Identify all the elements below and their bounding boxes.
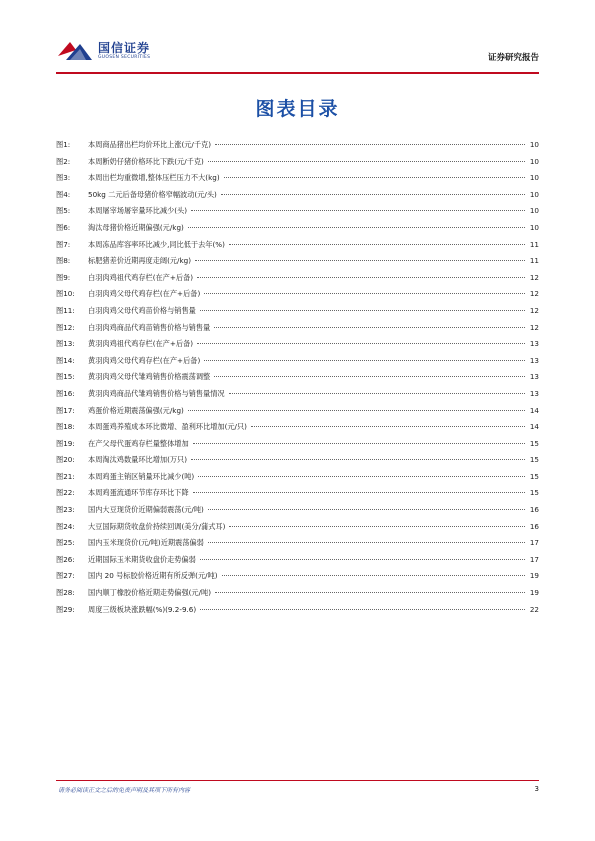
toc-entry-page: 12 (529, 272, 539, 282)
toc-entry-page: 15 (529, 455, 539, 465)
toc-entry-page: 13 (529, 388, 539, 398)
toc-entry[interactable] (56, 505, 539, 522)
toc-entry[interactable] (56, 555, 539, 572)
toc-entry[interactable] (56, 522, 539, 539)
toc-entry-title: 鸡蛋价格近期震荡偏强(元/kg) (88, 405, 184, 415)
toc-leader-dots (197, 277, 525, 278)
toc-entry-page: 13 (529, 355, 539, 365)
toc-entry-page: 16 (529, 521, 539, 531)
toc-entry[interactable] (56, 538, 539, 555)
toc-leader-dots (215, 592, 525, 593)
toc-entry[interactable] (56, 455, 539, 472)
toc-entry-page: 10 (529, 140, 539, 149)
toc-entry[interactable] (56, 240, 539, 257)
toc-entry-page: 22 (529, 604, 539, 614)
toc-leader-dots (208, 509, 525, 510)
toc-entry-title: 标肥猪差价近期再度走阔(元/kg) (88, 256, 192, 266)
logo-chinese-name: 国信证券 (98, 40, 151, 55)
toc-entry-title: 淘汰母猪价格近期偏强(元/kg) (88, 222, 184, 232)
toc-entry-title: 周度三级板块涨跌幅(%)(9.2-9.6) (88, 604, 197, 614)
toc-entry-page: 10 (529, 173, 539, 183)
report-type-label: 证券研究报告 (487, 53, 539, 63)
toc-entry-label: 图24: (56, 521, 75, 531)
toc-entry-page: 15 (529, 438, 539, 448)
toc-entry-label: 图14: (56, 355, 75, 365)
page-header (56, 38, 539, 74)
toc-entry-page: 12 (529, 289, 539, 299)
footer-divider (56, 780, 539, 781)
toc-leader-dots (191, 459, 525, 460)
toc-entry-label: 图16: (56, 388, 75, 398)
toc-leader-dots (229, 526, 525, 527)
toc-entry[interactable] (56, 571, 539, 588)
toc-entry-label: 图23: (56, 505, 75, 515)
disclaimer-note: 请务必阅读正文之后的免责声明及其项下所有内容 (58, 787, 191, 794)
header-divider (56, 72, 539, 74)
toc-entry-label: 图6: (56, 222, 71, 232)
toc-entry-label: 图21: (56, 471, 75, 481)
toc-entry-label: 图29: (56, 604, 75, 614)
toc-entry-page: 19 (529, 571, 539, 581)
toc-entry-page: 15 (529, 471, 539, 481)
toc-entry-title: 国内玉米现货价(元/吨)近期震荡偏弱 (88, 538, 204, 548)
toc-entry-title: 国内顺丁橡胶价格近期走势偏强(元/吨) (88, 588, 212, 598)
toc-entry-title: 国内 20 号标胶价格近期有所反弹(元/吨) (88, 571, 218, 581)
toc-leader-dots (229, 244, 525, 245)
toc-leader-dots (204, 360, 525, 361)
toc-entry-title: 本周屠宰场屠宰量环比减少(头) (88, 206, 188, 216)
toc-entry-page: 13 (529, 372, 539, 382)
toc-entry-label: 图3: (56, 173, 71, 183)
toc-entry-label: 图17: (56, 405, 75, 415)
toc-entry-title: 在产父母代蛋鸡存栏量整体增加 (88, 438, 189, 448)
toc-leader-dots (221, 194, 525, 195)
toc-entry-page: 14 (529, 405, 539, 415)
toc-leader-dots (195, 260, 525, 261)
toc-entry-page: 17 (529, 538, 539, 548)
toc-entry-title: 黄羽肉鸡商品代雏鸡销售价格与销售量情况 (88, 388, 225, 398)
toc-entry-page: 16 (529, 505, 539, 515)
toc-leader-dots (214, 376, 525, 377)
toc-leader-dots (188, 227, 525, 228)
toc-entry[interactable] (56, 356, 539, 373)
guosen-logo-icon (56, 38, 94, 64)
toc-entry[interactable] (56, 273, 539, 290)
toc-entry-page: 14 (529, 422, 539, 432)
toc-entry-title: 本周淘汰鸡数量环比增加(万只) (88, 455, 188, 465)
toc-entry-label: 图19: (56, 438, 75, 448)
toc-entry-title: 大豆国际期货收盘价持续回调(美分/蒲式耳) (88, 521, 226, 531)
toc-entry[interactable] (56, 140, 539, 157)
toc-entry[interactable] (56, 406, 539, 423)
toc-entry[interactable] (56, 372, 539, 389)
toc-leader-dots (251, 426, 525, 427)
toc-entry-title: 白羽肉鸡祖代鸡存栏(在产+后备) (88, 272, 194, 282)
toc-entry-title: 白羽肉鸡父母代鸡苗价格与销售量 (88, 305, 196, 315)
page-number: 3 (534, 785, 539, 793)
toc-entry-title: 本周冻品库容率环比减少,同比低于去年(%) (88, 239, 225, 249)
toc-leader-dots (208, 161, 525, 162)
toc-entry-label: 图15: (56, 372, 75, 382)
toc-leader-dots (188, 410, 525, 411)
toc-entry[interactable] (56, 472, 539, 489)
toc-entry-page: 10 (529, 156, 539, 166)
toc-entry-label: 图4: (56, 189, 71, 199)
toc-entry-title: 近期国际玉米期货收盘价走势偏弱 (88, 554, 196, 564)
toc-entry-label: 图9: (56, 272, 71, 282)
toc-entry-label: 图20: (56, 455, 75, 465)
toc-entry-title: 本周出栏均重微增,整体压栏压力不大(kg) (88, 173, 220, 183)
toc-entry-label: 图1: (56, 140, 71, 149)
toc-leader-dots (191, 210, 525, 211)
toc-entry-page: 11 (529, 256, 539, 266)
toc-entry-label: 图27: (56, 571, 75, 581)
toc-entry[interactable] (56, 256, 539, 273)
toc-entry-label: 图12: (56, 322, 75, 332)
guosen-logo (56, 38, 150, 64)
toc-entry[interactable] (56, 339, 539, 356)
toc-entry-title: 本周蛋鸡养殖成本环比微增、盈利环比增加(元/只) (88, 422, 247, 432)
toc-entry-title: 本周断奶仔猪价格环比下跌(元/千克) (88, 156, 204, 166)
toc-entry-page: 12 (529, 305, 539, 315)
toc-entry-title: 50kg 二元后备母猪价格窄幅波动(元/头) (88, 189, 217, 199)
toc-leader-dots (222, 575, 525, 576)
toc-leader-dots (200, 559, 525, 560)
toc-entry-page: 10 (529, 206, 539, 216)
toc-entry-label: 图28: (56, 588, 75, 598)
toc-entry-page: 17 (529, 554, 539, 564)
toc-leader-dots (193, 443, 525, 444)
toc-leader-dots (208, 542, 525, 543)
toc-entry-page: 19 (529, 588, 539, 598)
toc-entry-title: 国内大豆现货价近期偏弱震荡(元/吨) (88, 505, 204, 515)
toc-entry[interactable] (56, 190, 539, 207)
toc-entry-page: 12 (529, 322, 539, 332)
toc-entry[interactable] (56, 389, 539, 406)
toc-leader-dots (215, 144, 525, 145)
toc-leader-dots (224, 177, 525, 178)
toc-entry-title: 白羽肉鸡父母代鸡存栏(在产+后备) (88, 289, 201, 299)
logo-english-name: GUOSEN SECURITIES (98, 54, 151, 60)
toc-entry[interactable] (56, 206, 539, 223)
toc-entry[interactable] (56, 173, 539, 190)
toc-entry[interactable] (56, 289, 539, 306)
toc-entry-title: 本周鸡蛋主销区销量环比减少(吨) (88, 471, 195, 481)
toc-entry[interactable] (56, 306, 539, 323)
toc-entry-page: 10 (529, 222, 539, 232)
toc-entry-title: 黄羽肉鸡父母代雏鸡销售价格震荡调整 (88, 372, 211, 382)
toc-entry-title: 本周鸡蛋流通环节库存环比下降 (88, 488, 189, 498)
toc-leader-dots (198, 476, 525, 477)
toc-entry-page: 13 (529, 339, 539, 349)
toc-entry[interactable] (56, 323, 539, 340)
toc-entry[interactable] (56, 422, 539, 439)
toc-entry-label: 图2: (56, 156, 71, 166)
toc-leader-dots (204, 293, 525, 294)
toc-entry-page: 10 (529, 189, 539, 199)
figure-list (56, 140, 539, 621)
toc-entry-label: 图18: (56, 422, 75, 432)
toc-leader-dots (197, 343, 525, 344)
toc-entry[interactable] (56, 157, 539, 174)
toc-leader-dots (214, 327, 525, 328)
toc-entry-label: 图22: (56, 488, 75, 498)
toc-entry-label: 图13: (56, 339, 75, 349)
toc-entry-title: 白羽肉鸡商品代鸡苗销售价格与销售量 (88, 322, 211, 332)
toc-entry-title: 黄羽肉鸡祖代鸡存栏(在产+后备) (88, 339, 194, 349)
toc-entry-label: 图7: (56, 239, 71, 249)
toc-entry[interactable] (56, 488, 539, 505)
toc-leader-dots (193, 492, 525, 493)
toc-entry[interactable] (56, 588, 539, 605)
toc-entry-title: 本周商品猪出栏均价环比上涨(元/千克) (88, 140, 212, 149)
toc-entry-label: 图25: (56, 538, 75, 548)
toc-entry-page: 15 (529, 488, 539, 498)
toc-entry-title: 黄羽肉鸡父母代鸡存栏(在产+后备) (88, 355, 201, 365)
toc-entry[interactable] (56, 439, 539, 456)
toc-entry-label: 图11: (56, 305, 75, 315)
toc-entry[interactable] (56, 223, 539, 240)
page-title: 图表目录 (255, 98, 340, 120)
toc-entry-page: 11 (529, 239, 539, 249)
toc-leader-dots (200, 310, 525, 311)
toc-entry[interactable] (56, 605, 539, 622)
toc-entry-label: 图10: (56, 289, 75, 299)
toc-entry-label: 图5: (56, 206, 71, 216)
toc-leader-dots (229, 393, 525, 394)
toc-leader-dots (200, 609, 525, 610)
toc-entry-label: 图26: (56, 554, 75, 564)
toc-entry-label: 图8: (56, 256, 71, 266)
